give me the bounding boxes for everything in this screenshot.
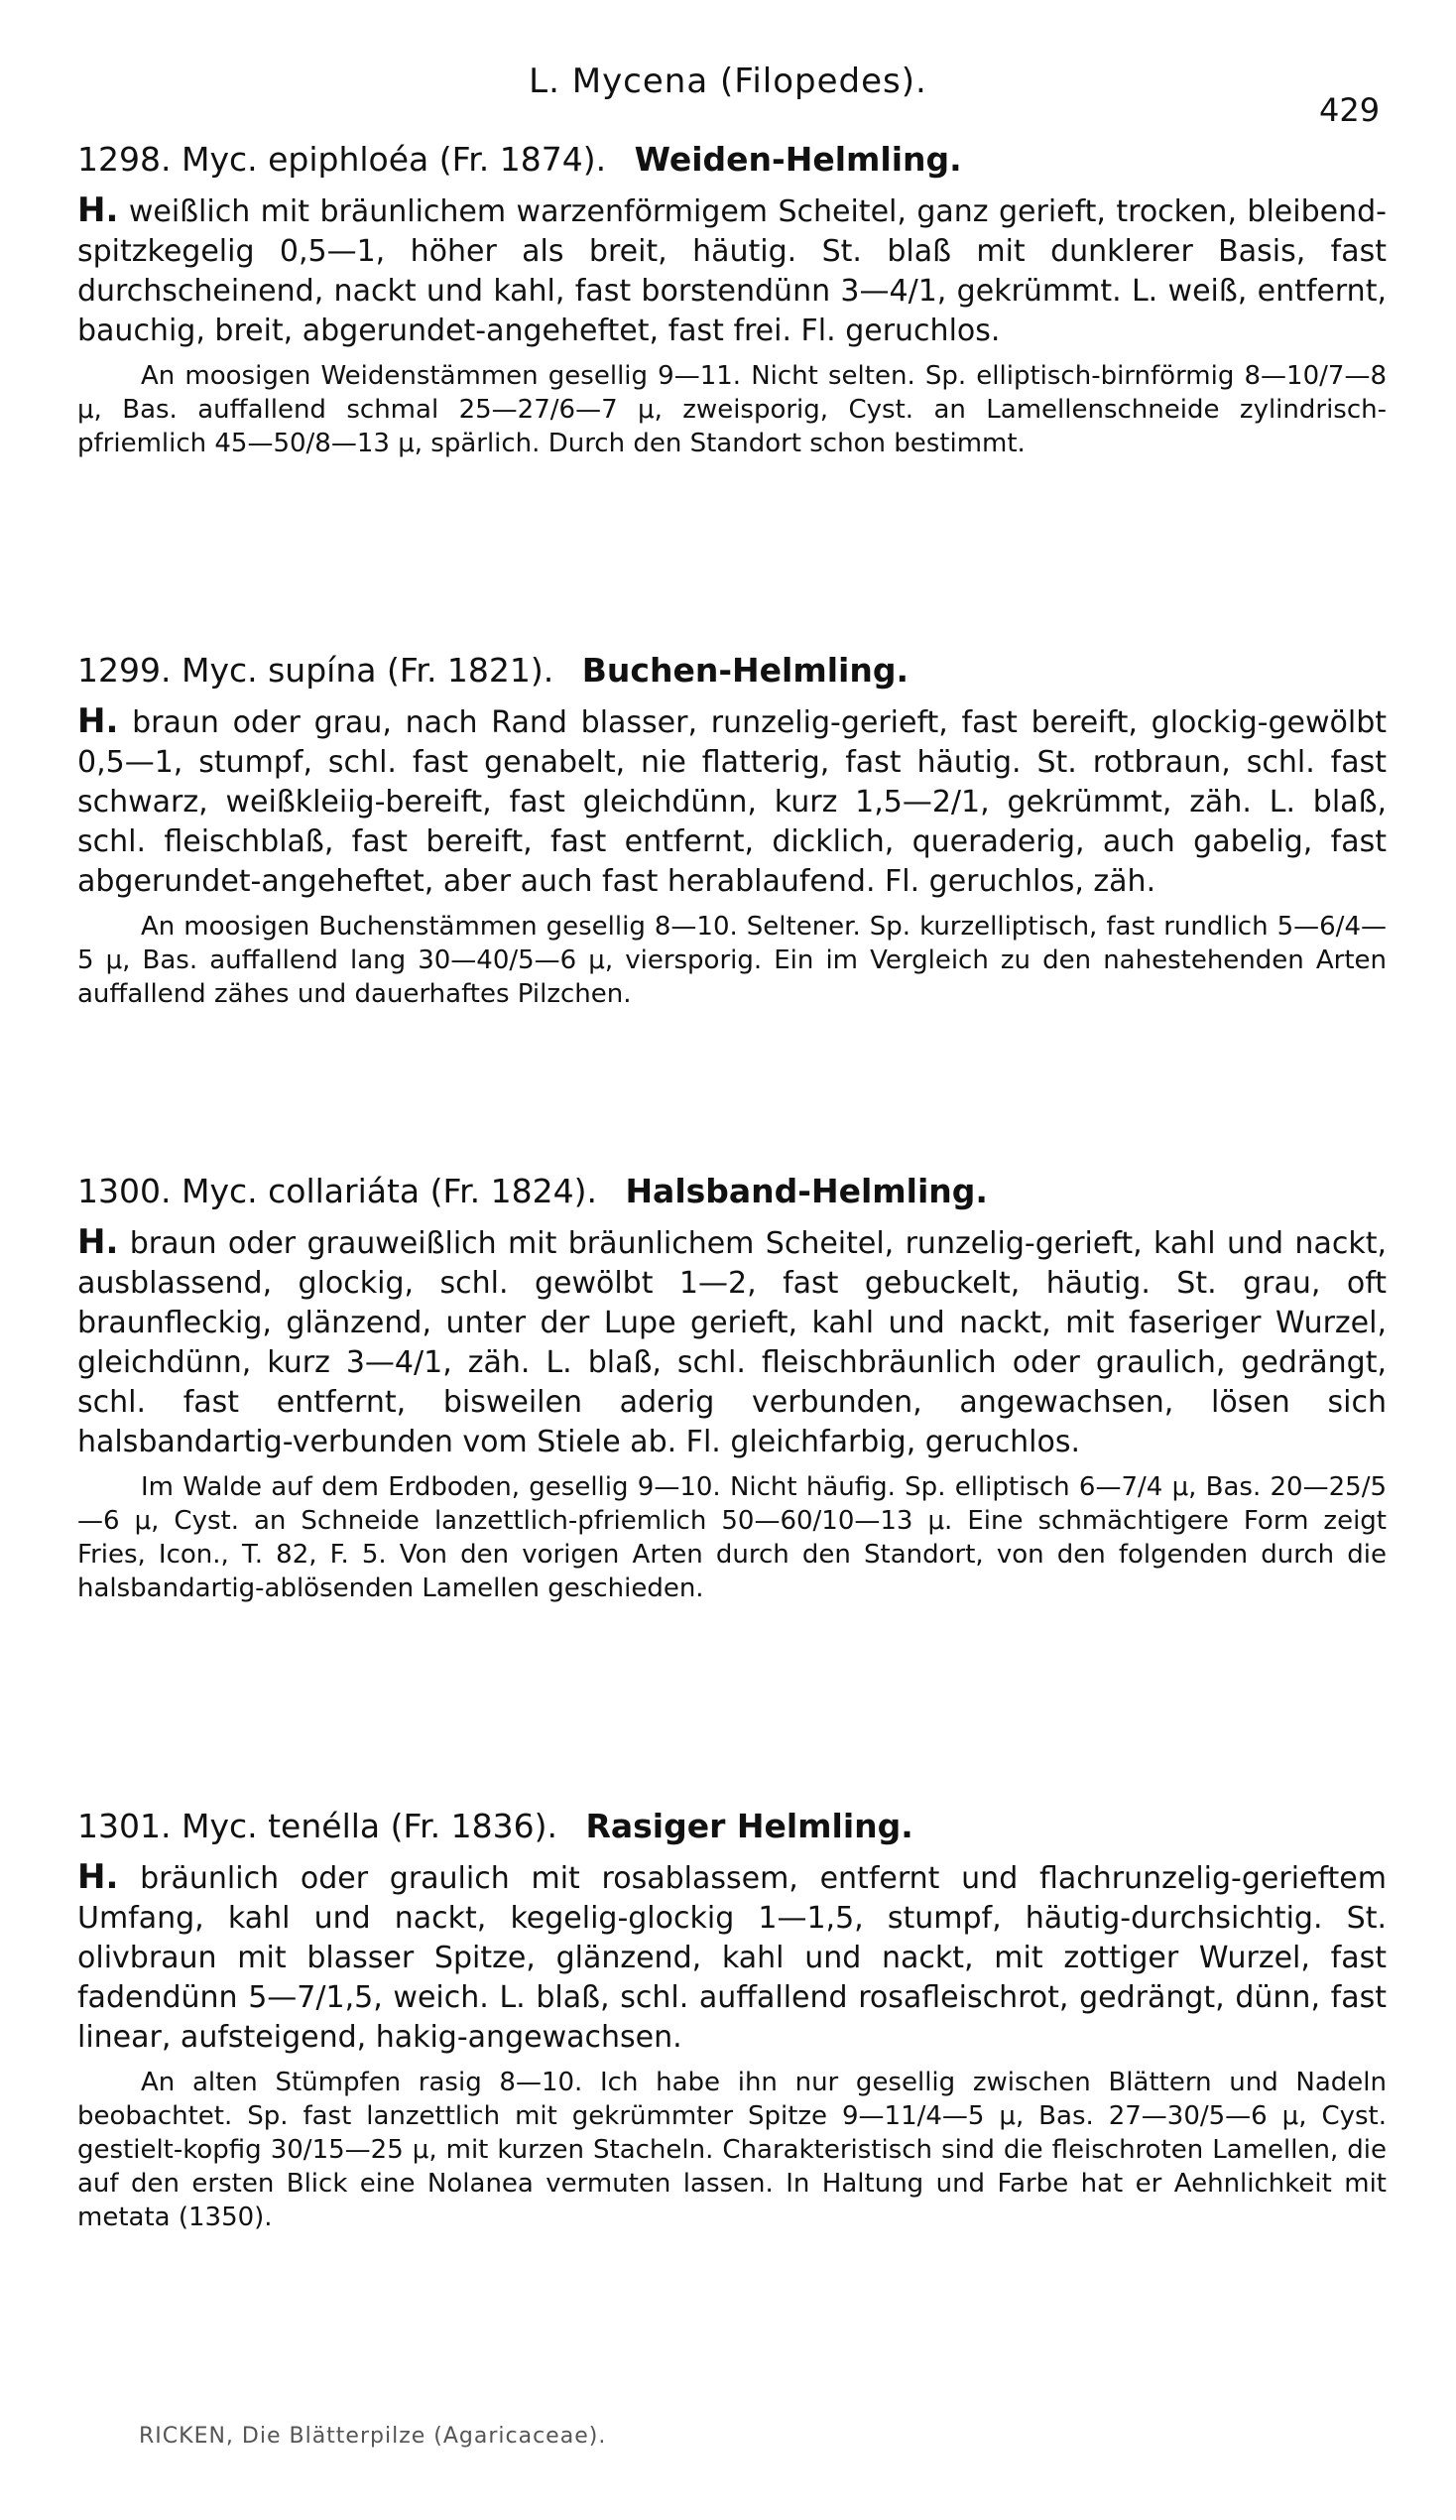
cap-label: H. <box>77 1857 119 1897</box>
german-name: Rasiger Helmling. <box>585 1807 913 1845</box>
entry-note <box>77 359 1387 460</box>
latin-name: Myc. supína (Fr. 1821). <box>181 651 554 690</box>
species-entry <box>77 1806 1387 2234</box>
description-text: braun oder grau, nach Rand blasser, runzelig-gerieft, fast bereift, glockig-gewölbt 0,5—1, stumpf, schl. fast genabelt, nie flatterig, fast häutig. St. rotbraun, schl. fast schwarz, weißkleiig-bereift, fast gleichdünn, kurz 1,5—2/1, gekrümmt, zäh. L. blaß, schl. fleischblaß, fast bereift, fast entfernt, dicklich, queraderig, auch gabelig, fast abgerundet-angeheftet, aber auch fast herablaufend. Fl. geruchlos, zäh. <box>77 705 1387 899</box>
german-name: Weiden-Helmling. <box>634 140 962 179</box>
entry-note <box>77 910 1387 1011</box>
entry-heading <box>77 650 1387 692</box>
entry-description <box>77 1857 1387 2058</box>
running-head: L. Mycena (Filopedes). <box>529 62 927 101</box>
description-text: braun oder grauweißlich mit bräunlichem Scheitel, runzelig-gerieft, kahl und nackt, ausblassend, glockig, schl. gewölbt 1—2, fast gebuckelt, häutig. St. grau, oft braunfleckig, glänzend, unter der Lupe gerieft, kahl und nackt, mit faseriger Wurzel, gleichdünn, kurz 3—4/1, zäh. L. blaß, schl. fleischbräunlich oder graulich, gedrängt, schl. fast entfernt, bisweilen aderig verbunden, angewachsen, lösen sich halsbandartig-verbunden vom Stiele ab. Fl. gleichfarbig, geruchlos. <box>77 1226 1387 1459</box>
note-text: An moosigen Buchenstämmen gesellig 8—10. Seltener. Sp. kurzelliptisch, fast rundlich 5—6/4—5 μ, Bas. auffallend lang 30—40/5—6 μ, viersporig. Ein im Vergleich zu den nahestehenden Arten auffallend zähes und dauerhaftes Pilzchen. <box>77 912 1387 1009</box>
cap-label: H. <box>77 701 119 741</box>
species-entry <box>77 650 1387 1011</box>
species-entry <box>77 139 1387 460</box>
entry-heading <box>77 1806 1387 1847</box>
entry-description <box>77 701 1387 902</box>
german-name: Buchen-Helmling. <box>581 651 910 690</box>
cap-label: H. <box>77 190 119 230</box>
latin-name: Myc. epiphloéa (Fr. 1874). <box>181 140 607 179</box>
entry-note <box>77 2066 1387 2234</box>
entry-description <box>77 1222 1387 1462</box>
species-entry <box>77 1171 1387 1605</box>
entry-number: 1300. <box>77 1172 172 1210</box>
note-text: An moosigen Weidenstämmen gesellig 9—11. Nicht selten. Sp. elliptisch-birnförmig 8—10/7—8 μ, Bas. auffallend schmal 25—27/6—7 μ, zweisporig, Cyst. an Lamellenschneide zylindrisch-pfriemlich 45—50/8—13 μ, spärlich. Durch den Standort schon bestimmt. <box>77 361 1387 458</box>
entry-note <box>77 1470 1387 1605</box>
description-text: bräunlich oder graulich mit rosablassem, entfernt und flachrunzelig-gerieftem Umfang, kahl und nackt, kegelig-glockig 1—1,5, stumpf, häutig-durchsichtig. St. olivbraun mit blasser Spitze, glänzend, kahl und nackt, mit zottiger Wurzel, fast fadendünn 5—7/1,5, weich. L. blaß, schl. auffallend rosafleischrot, gedrängt, dünn, fast linear, aufsteigend, hakig-angewachsen. <box>77 1861 1387 2055</box>
entry-heading <box>77 139 1387 181</box>
page-number: 429 <box>1319 91 1381 129</box>
latin-name: Myc. tenélla (Fr. 1836). <box>181 1807 557 1845</box>
latin-name: Myc. collariáta (Fr. 1824). <box>181 1172 597 1210</box>
note-text: Im Walde auf dem Erdboden, gesellig 9—10. Nicht häufig. Sp. elliptisch 6—7/4 μ, Bas. 20—25/5—6 μ, Cyst. an Schneide lanzettlich-pfriemlich 50—60/10—13 μ. Eine schmächtigere Form zeigt Fries, Icon., T. 82, F. 5. Von den vorigen Arten durch den Standort, von den folgenden durch die halsbandartig-ablösenden Lamellen geschieden. <box>77 1472 1387 1603</box>
footer-signature: RICKEN, Die Blätterpilze (Agaricaceae). <box>139 2424 607 2449</box>
cap-label: H. <box>77 1222 119 1262</box>
description-text: weißlich mit bräunlichem warzenförmigem Scheitel, ganz gerieft, trocken, bleibend-spitzkegelig 0,5—1, höher als breit, häutig. St. blaß mit dunklerer Basis, fast durchscheinend, nackt und kahl, fast borstendünn 3—4/1, gekrümmt. L. weiß, entfernt, bauchig, breit, abgerundet-angeheftet, fast frei. Fl. geruchlos. <box>77 194 1387 348</box>
entry-number: 1301. <box>77 1807 172 1845</box>
entry-description <box>77 190 1387 351</box>
entry-number: 1298. <box>77 140 172 179</box>
german-name: Halsband-Helmling. <box>625 1172 988 1210</box>
entry-heading <box>77 1171 1387 1212</box>
entry-number: 1299. <box>77 651 172 690</box>
note-text: An alten Stümpfen rasig 8—10. Ich habe ihn nur gesellig zwischen Blättern und Nadeln beobachtet. Sp. fast lanzettlich mit gekrümmter Spitze 9—11/4—5 μ, Bas. 27—30/5—6 μ, Cyst. gestielt-kopfig 30/15—25 μ, mit kurzen Stacheln. Charakteristisch sind die fleischroten Lamellen, die auf den ersten Blick eine Nolanea vermuten lassen. In Haltung und Farbe hat er Aehnlichkeit mit metata (1350). <box>77 2068 1387 2232</box>
